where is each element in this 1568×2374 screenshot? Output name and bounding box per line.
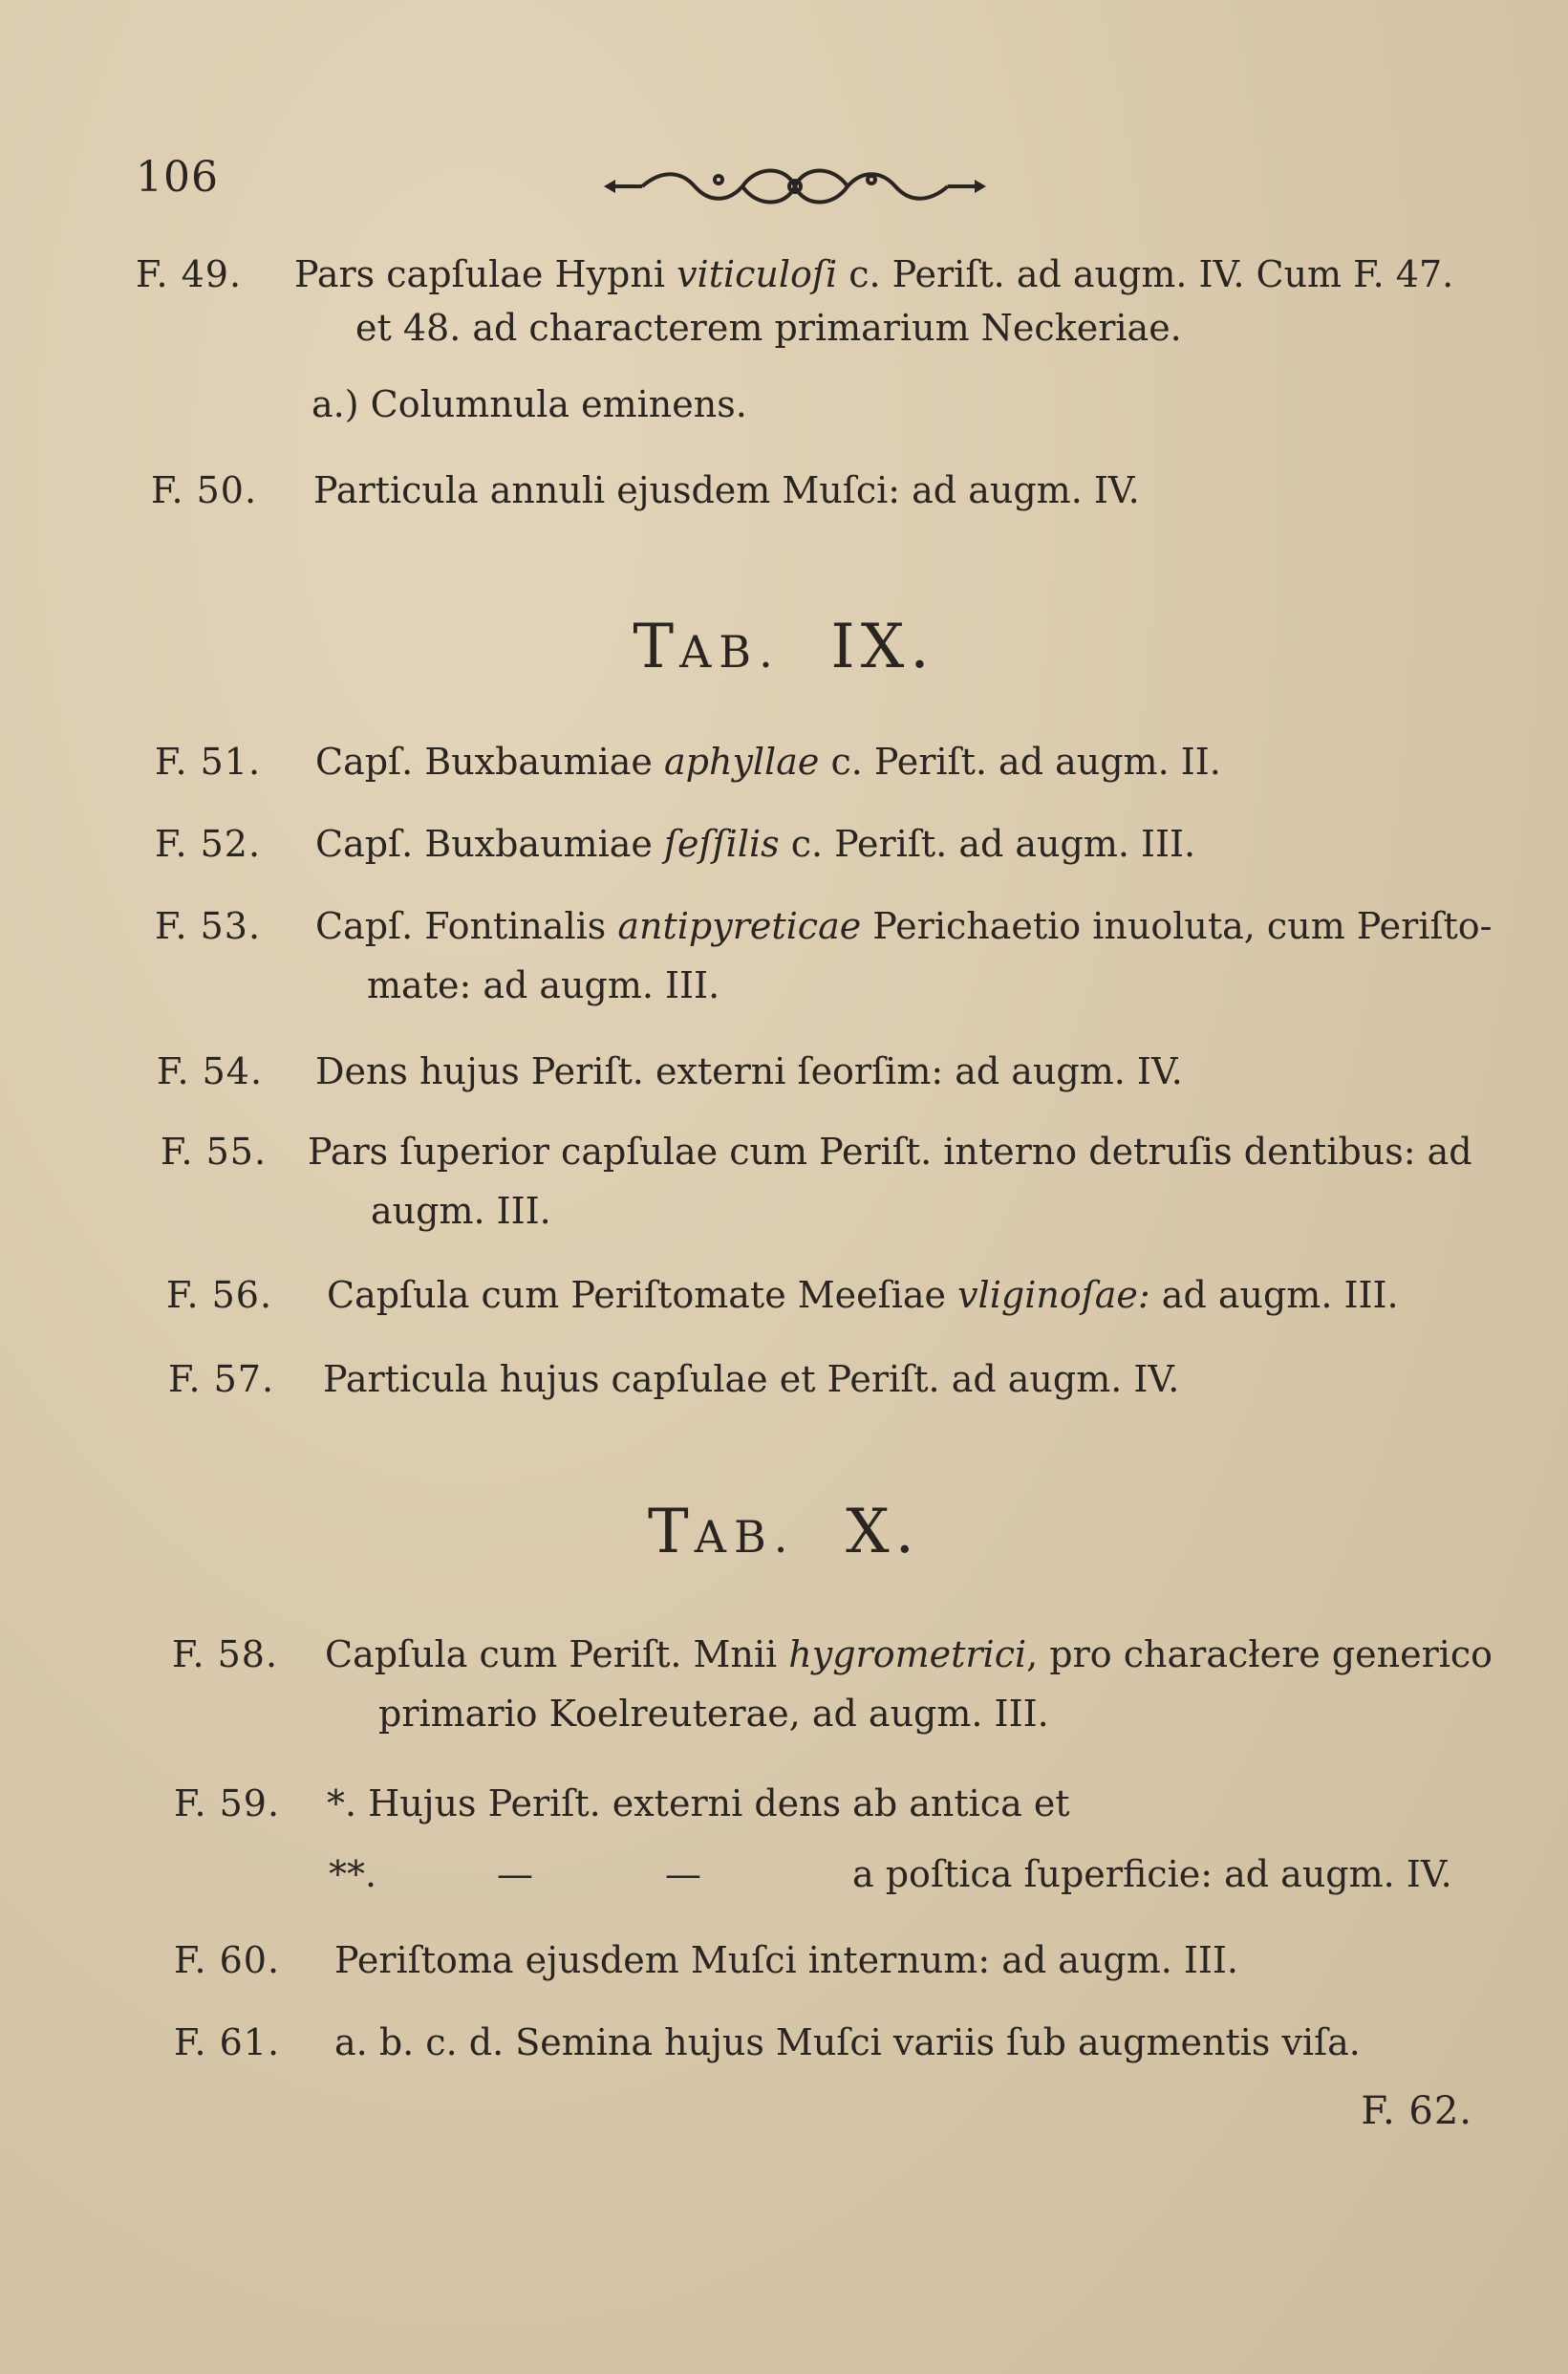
figure-caption: Pars capſulae Hypni viticuloſi c. Periſt. ad augm. IV. Cum F. 47.: [294, 253, 1454, 295]
figure-caption: Pars ſuperior capſulae cum Periſt. interno detruſis dentibus: ad: [308, 1131, 1472, 1173]
figure-label: F. 51.: [155, 741, 262, 783]
figure-subcaption-stars: **.: [329, 1853, 377, 1895]
figure-caption: a. b. c. d. Semina hujus Muſci variis ſub augmentis viſa.: [334, 2021, 1361, 2063]
figure-caption: Capſ. Fontinalis antipyreticae Perichaetio inuoluta, cum Periſto-: [315, 905, 1493, 947]
figure-label: F. 58.: [172, 1633, 279, 1675]
ornament-icon: [604, 161, 986, 212]
figure-label: F. 49.: [136, 253, 243, 295]
figure-subcaption: a.) Columnula eminens.: [311, 383, 747, 425]
figure-label: F. 56.: [166, 1274, 273, 1316]
figure-label: F. 60.: [174, 1939, 281, 1981]
figure-caption: Capſ. Buxbaumiae ſeſſilis c. Periſt. ad augm. III.: [315, 823, 1196, 865]
figure-label: F. 50.: [151, 469, 258, 511]
figure-label: F. 59.: [174, 1782, 281, 1824]
ditto-dash: —: [497, 1853, 533, 1895]
figure-label: F. 61.: [174, 2021, 281, 2063]
catchword: F. 62.: [1361, 2089, 1472, 2133]
figure-label: F. 53.: [155, 905, 262, 947]
figure-caption-continuation: mate: ad augm. III.: [367, 964, 720, 1006]
figure-caption: Dens hujus Periſt. externi ſeorſim: ad augm. IV.: [315, 1050, 1183, 1092]
figure-caption: Capſ. Buxbaumiae aphyllae c. Periſt. ad augm. II.: [315, 741, 1221, 783]
ditto-dash: —: [665, 1853, 701, 1895]
figure-caption-continuation: augm. III.: [371, 1190, 551, 1232]
figure-caption: Periſtoma ejusdem Muſci internum: ad augm. III.: [334, 1939, 1239, 1981]
figure-caption-continuation: et 48. ad characterem primarium Neckeriae.: [355, 307, 1182, 349]
figure-caption-continuation: primario Koelreuterae, ad augm. III.: [378, 1693, 1049, 1735]
figure-label: F. 52.: [155, 823, 262, 865]
page-number: 106: [136, 153, 219, 202]
figure-caption: Particula hujus capſulae et Periſt. ad augm. IV.: [323, 1358, 1180, 1400]
figure-caption: Capſula cum Periſtomate Meeſiae vliginoſae: ad augm. III.: [327, 1274, 1399, 1316]
figure-label: F. 57.: [168, 1358, 275, 1400]
figure-label: F. 55.: [161, 1131, 268, 1173]
section-heading-tab-ix: TAB. IX.: [633, 612, 935, 682]
figure-label: F. 54.: [157, 1050, 264, 1092]
figure-caption: Particula annuli ejusdem Muſci: ad augm. IV.: [313, 469, 1140, 511]
figure-caption: *. Hujus Periſt. externi dens ab antica et: [327, 1782, 1070, 1824]
figure-subcaption: a poſtica ſuperficie: ad augm. IV.: [852, 1853, 1452, 1895]
section-heading-tab-x: TAB. X.: [648, 1497, 920, 1567]
figure-caption: Capſula cum Periſt. Mnii hygrometrici, pro characłere generico: [325, 1633, 1493, 1675]
